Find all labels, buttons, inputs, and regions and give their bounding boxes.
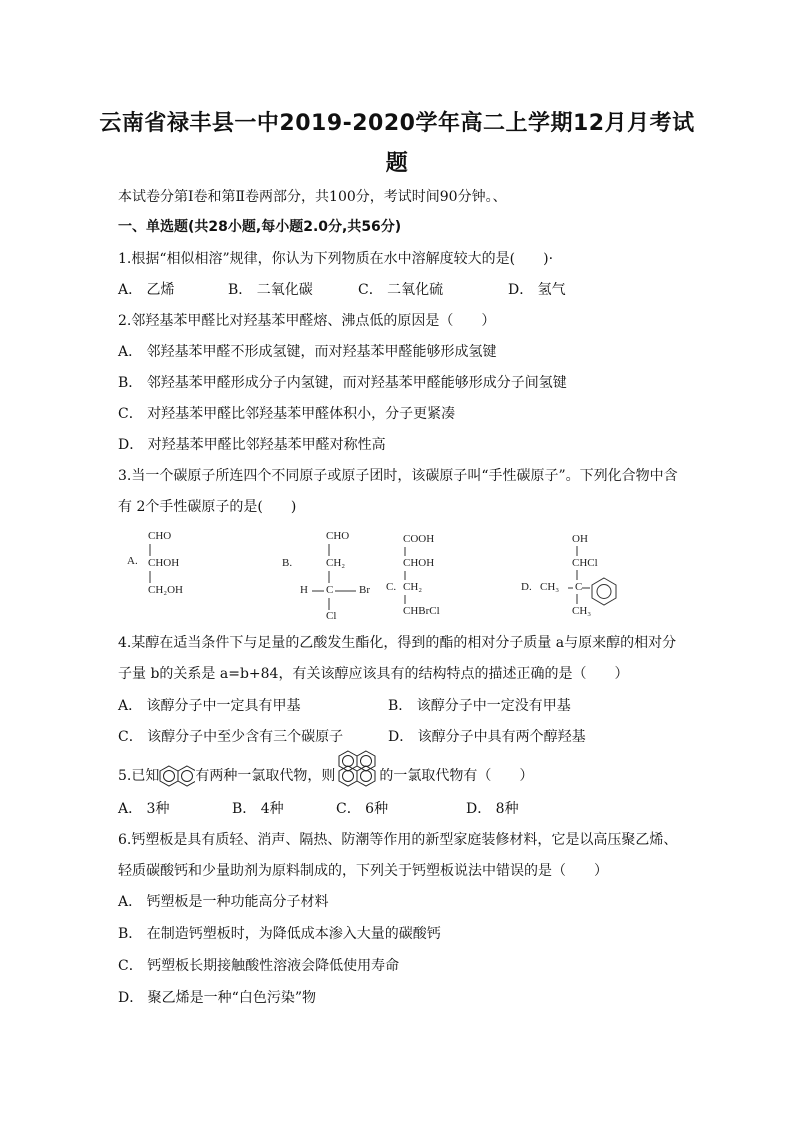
q5-middle: 有两种一氯取代物，则	[195, 768, 336, 784]
q3-d-chcl: CHCl	[572, 557, 598, 569]
q4-option-d: D． 该醇分子中具有两个醇羟基	[388, 729, 586, 745]
q3-c-choh: CHOH	[403, 557, 435, 569]
q3-b-cl: Cl	[326, 610, 337, 622]
q3-c-chbrcl: CHBrCl	[403, 605, 440, 617]
q5-option-c: C． 6种	[336, 801, 389, 817]
q3-c-label: C.	[386, 581, 397, 593]
q3-d-label: D.	[521, 581, 532, 593]
q2-option-a: A． 邻羟基苯甲醛不形成氢键，而对羟基苯甲醛能够形成氢键	[118, 344, 497, 360]
benzene-ring-icon	[588, 576, 620, 606]
q2-option-d: D． 对羟基苯甲醛比邻羟基苯甲醛对称性高	[118, 437, 386, 453]
q3-stem-line1: 3.当一个碳原子所连四个不同原子或原子团时，该碳原子叫“手性碳原子”。下列化合物中含	[118, 468, 678, 484]
q2-option-b: B． 邻羟基苯甲醛形成分子内氢键，而对羟基苯甲醛能够形成分子间氢键	[118, 375, 567, 391]
q3-d-oh: OH	[572, 533, 588, 545]
q1-option-b: B． 二氧化碳	[228, 282, 313, 298]
q3-b-bonds	[300, 540, 370, 620]
q6-option-b: B． 在制造钙塑板时，为降低成本渗入大量的碳酸钙	[118, 926, 441, 942]
exam-intro: 本试卷分第Ⅰ卷和第Ⅱ卷两部分，共100分，考试时间90分钟。、	[118, 189, 507, 205]
q1-option-a: A． 乙烯	[118, 282, 175, 298]
q3-b-br: Br	[359, 584, 370, 596]
q2-option-c: C． 对羟基苯甲醛比邻羟基苯甲醛体积小，分子更紧凑	[118, 406, 456, 422]
q1-stem: 1.根据“相似相溶”规律，你认为下列物质在水中溶解度较大的是( )·	[118, 251, 554, 267]
pyrene-icon	[335, 749, 379, 789]
q3-b-label: B.	[282, 557, 293, 569]
q6-option-c: C． 钙塑板长期接触酸性溶液会降低使用寿命	[118, 958, 400, 974]
q3-a-label: A.	[127, 555, 138, 567]
q1-option-c: C． 二氧化硫	[358, 282, 444, 298]
q5-option-d: D． 8种	[466, 801, 519, 817]
q6-stem-line1: 6.钙塑板是具有质轻、消声、隔热、防潮等作用的新型家庭装修材料，它是以高压聚乙烯、	[118, 832, 678, 848]
q5-stem	[118, 763, 533, 789]
q3-a-cho: CHO	[148, 530, 172, 542]
q6-option-d: D． 聚乙烯是一种“白色污染”物	[118, 990, 316, 1006]
q2-stem: 2.邻羟基苯甲醛比对羟基苯甲醛熔、沸点低的原因是（ ）	[118, 313, 496, 329]
q3-d-c: C	[575, 581, 583, 593]
q5-option-a: A． 3种	[118, 801, 170, 817]
q5-option-b: B． 4种	[232, 801, 284, 817]
q3-b-c: C	[326, 584, 334, 596]
q4-option-c: C． 该醇分子中至少含有三个碳原子	[118, 729, 344, 745]
q4-stem-line1: 4.某醇在适当条件下与足量的乙酸发生酯化，得到的酯的相对分子质量 a与原来醇的相对分	[118, 635, 677, 651]
q3-d-ch3-left: CH₃	[540, 581, 560, 593]
q4-option-b: B． 该醇分子中一定没有甲基	[388, 698, 571, 714]
exam-title-line2: 题	[385, 151, 409, 176]
q4-option-a: A． 该醇分子中一定具有甲基	[118, 698, 301, 714]
q4-stem-line2: 子量 b的关系是 a=b+84，有关该醇应该具有的结构特点的描述正确的是（ ）	[118, 666, 629, 682]
section-heading: 一、单选题(共28小题,每小题2.0分,共56分)	[118, 219, 402, 235]
q3-a-bonds	[148, 540, 158, 590]
q3-a-ch2oh: CH₂OH	[148, 584, 184, 596]
q1-option-d: D． 氢气	[508, 282, 566, 298]
q3-c-bonds	[403, 543, 413, 613]
q5-suffix: 的一氯取代物有（ ）	[379, 768, 534, 784]
q3-c-cooh: COOH	[403, 533, 435, 545]
q3-a-choh: CHOH	[148, 557, 180, 569]
q3-stem-line2: 有 2个手性碳原子的是( )	[118, 499, 297, 515]
exam-title-line1: 云南省禄丰县一中2019-2020学年高二上学期12月月考试	[99, 111, 695, 136]
q5-prefix: 5.已知	[118, 768, 160, 784]
q3-b-h: H	[300, 584, 308, 596]
q3-b-cho: CHO	[326, 530, 350, 542]
q6-option-a: A． 钙塑板是一种功能高分子材料	[118, 894, 329, 910]
q6-stem-line2: 轻质碳酸钙和少量助剂为原料制成的，下列关于钙塑板说法中错误的是（ ）	[118, 863, 608, 879]
q3-d-ch3-bottom: CH₃	[572, 605, 592, 617]
q3-c-ch2: CH₂	[403, 581, 423, 593]
q3-b-ch2: CH₂	[326, 557, 346, 569]
naphthalene-icon	[159, 765, 195, 787]
